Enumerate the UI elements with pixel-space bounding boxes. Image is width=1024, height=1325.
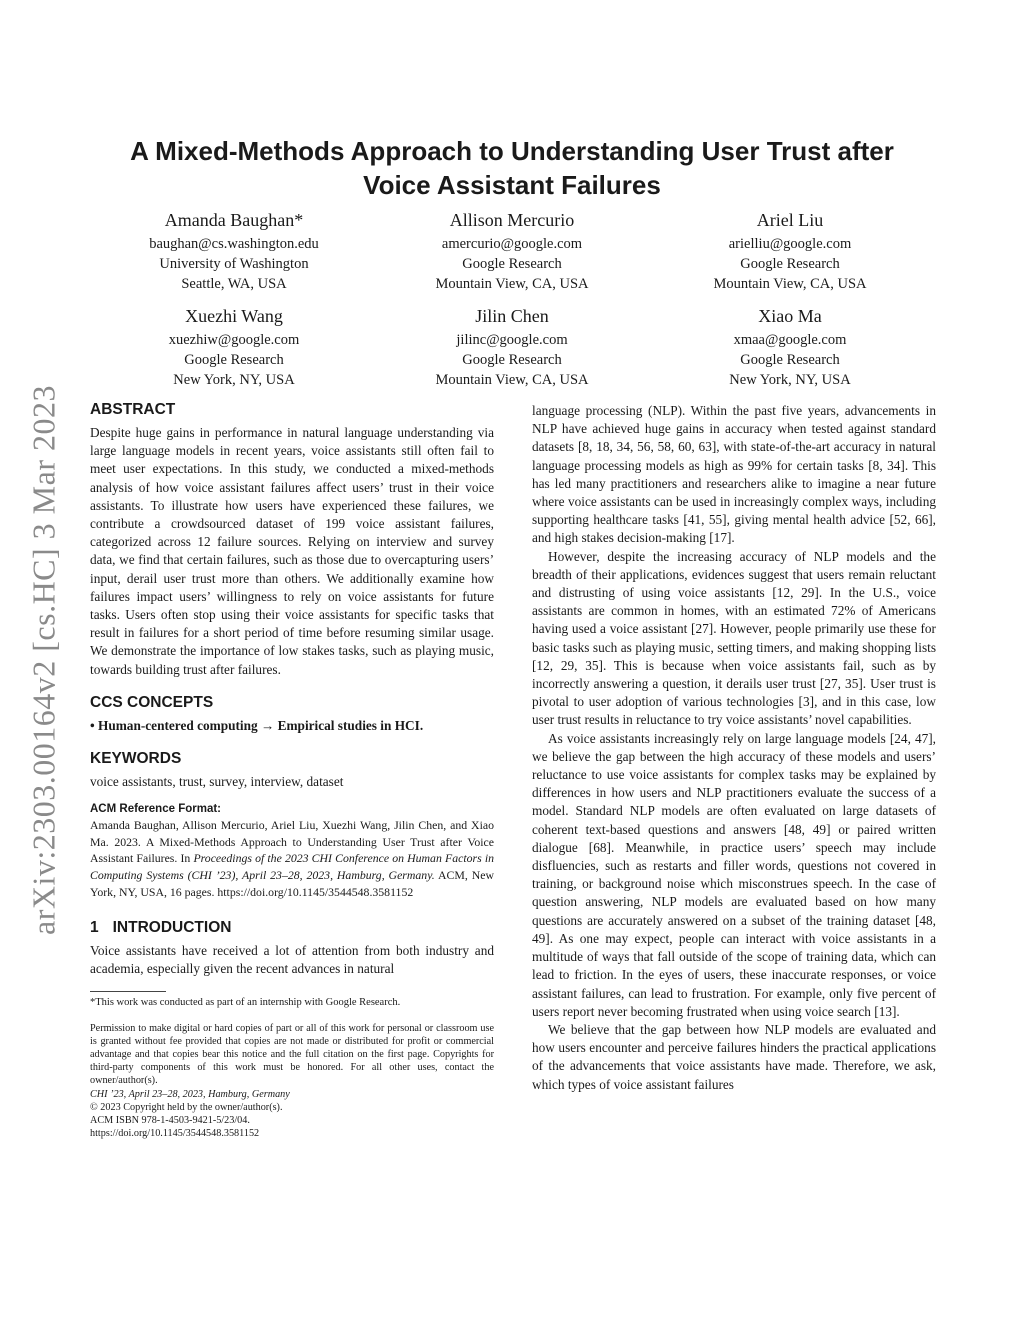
author-location: New York, NY, USA	[729, 372, 851, 388]
author-block	[95, 208, 373, 294]
keywords-text: voice assistants, trust, survey, interview, dataset	[90, 774, 344, 790]
arxiv-identifier: arXiv:2303.00164v2 [cs.HC] 3 Mar 2023	[25, 385, 62, 935]
author-email[interactable]: baughan@cs.washington.edu	[149, 236, 319, 252]
doi-link[interactable]: https://doi.org/10.1145/3544548.3581152	[90, 1128, 260, 1140]
author-location: New York, NY, USA	[173, 372, 295, 388]
section-title: INTRODUCTION	[112, 919, 232, 937]
introduction-heading	[90, 918, 494, 938]
author-location: Mountain View, CA, USA	[435, 276, 589, 292]
ccs-heading: CCS CONCEPTS	[90, 693, 214, 711]
intro-paragraph-2: However, despite the increasing accuracy of NLP models and the breadth of their applications, evidences suggest that users remain reluctant and distrusting of using voice assistants [12, 29]. In the U.S., voice assistants are common in homes, with an estimated 72% of Americans having used a voice assistant [27]. However, people primarily use these for basic tasks such as playing music, setting timers, and making shopping lists [12, 29, 35]. This is because when voice assistants fail, such as by incorrectly answering a question, it derails user trust [27, 35]. User trust is pivotal to user adoption of various technologies [3], and in this case, low user trust results in reluctance to try voice assistants’ novel capabilities.	[532, 548, 936, 728]
author-email[interactable]: xuezhiw@google.com	[168, 332, 300, 348]
right-column	[532, 402, 936, 1094]
title-line-1: A Mixed-Methods Approach to Understanding User Trust after	[130, 136, 894, 166]
author-block	[373, 304, 651, 390]
abstract-text: Despite huge gains in performance in natural language understanding via large language models in recent years, voice assistants still often fail to meet user expectations. In this study, we conducted a mixed-methods analysis of how voice assistant failures affect users’ trust in their voice assistants. To illustrate how users have experienced these failures, we contribute a crowdsourced dataset of 199 voice assistant failures, categorized across 12 failure sources. Relying on interview and survey data, we find that certain failures, such as those due to overcapturing users’ input, derail user trust more than others. We additionally examine how failures impact users’ willingness to rely on voice assistants for future tasks. Users often stop using their voice assistants for specific tasks that result in failures for a short period of time before resuming similar usage. We demonstrate the importance of low stakes tasks, such as playing music, towards building trust after failures.	[90, 425, 494, 677]
author-email[interactable]: arielliu@google.com	[728, 236, 852, 252]
acm-reference	[90, 817, 494, 900]
author-email[interactable]: amercurio@google.com	[441, 236, 583, 252]
author-block	[651, 208, 929, 294]
author-location: Seattle, WA, USA	[181, 276, 287, 292]
author-affiliation: Google Research	[740, 256, 840, 272]
acm-ref-doi[interactable]: ACM, New York, NY, USA, 16 pages. https://doi.org/10.1145/3544548.3581152	[90, 868, 494, 899]
ccs-concepts: • Human-centered computing → Empirical studies in HCI.	[90, 717, 424, 733]
authors-row-1	[95, 208, 929, 294]
author-block	[651, 304, 929, 390]
left-column	[90, 400, 494, 1140]
title-line-2: Voice Assistant Failures	[363, 170, 661, 200]
intro-paragraph-1: Voice assistants have received a lot of attention from both industry and academia, especially given the recent advances in natural	[90, 943, 494, 977]
author-location: Mountain View, CA, USA	[435, 372, 589, 388]
author-name: Xiao Ma	[758, 306, 822, 326]
author-name: Jilin Chen	[475, 306, 549, 326]
conference-info: CHI ’23, April 23–28, 2023, Hamburg, Germany	[90, 1088, 290, 1100]
intro-paragraph-3: As voice assistants increasingly rely on large language models [24, 47], we believe the gap between the high accuracy of these models and users’ reluctance to use voice assistants for complex tasks may be explained by differences in how users and NLP practitioners evaluate the success of a model. Standard NLP models are often evaluated on large datasets of coherent text-based questions and answers [48, 49] or paired written dialogue [68]. Meanwhile, in practice users’ speech may include disfluencies, such as restarts and filler words, questions not covered in training, or background noise which misconstrues speech. In the case of question answering, NLP models are evaluated based on how many questions are accurately answered on a subset of the training dataset [48, 49]. As one may expect, people can interact with voice assistants in a multitude of ways that fall outside of the scope of training data, which can lead to friction. In the eyes of users, these inaccurate responses, or voice assistant failures, can lead to frustration. For example, only five percent of users report never becoming frustrated when using voice search [13].	[532, 730, 936, 1019]
permission-block	[90, 1022, 494, 1141]
acm-ref-proceedings: Proceedings of the 2023 CHI Conference on Human Factors in Computing Systems (CHI ’23), April 23–28, 2023, Hamburg, Germany.	[90, 851, 494, 883]
acm-ref-heading: ACM Reference Format:	[90, 803, 221, 816]
author-affiliation: University of Washington	[159, 256, 309, 272]
author-name: Xuezhi Wang	[185, 306, 283, 326]
author-affiliation: Google Research	[462, 256, 562, 272]
isbn: ACM ISBN 978-1-4503-9421-5/23/04.	[90, 1115, 250, 1127]
paper-title	[90, 134, 934, 202]
footnote-divider	[90, 991, 166, 992]
author-location: Mountain View, CA, USA	[713, 276, 867, 292]
permission-text: Permission to make digital or hard copies of part or all of this work for personal or classroom use is granted without fee provided that copies are not made or distributed for profit or commercial advantage and that copies bear this notice and the full citation on the first page. Copyrights for third-party components of this work must be honored. For all other uses, contact the owner/author(s).	[90, 1022, 494, 1087]
internship-footnote: *This work was conducted as part of an internship with Google Research.	[90, 996, 401, 1008]
author-name: Ariel Liu	[756, 210, 824, 230]
acm-ref-text: Amanda Baughan, Allison Mercurio, Ariel Liu, Xuezhi Wang, Jilin Chen, and Xiao Ma. 2023. A Mixed-Methods Approach to Understanding User Trust after Voice Assistant Failures. In	[90, 818, 494, 866]
author-affiliation: Google Research	[740, 352, 840, 368]
keywords-heading: KEYWORDS	[90, 750, 182, 768]
abstract-heading: ABSTRACT	[90, 401, 176, 418]
author-block	[95, 304, 373, 390]
author-email[interactable]: jilinc@google.com	[456, 332, 568, 348]
author-email[interactable]: xmaa@google.com	[733, 332, 847, 348]
copyright-notice: © 2023 Copyright held by the owner/author(s).	[90, 1101, 283, 1113]
author-affiliation: Google Research	[184, 352, 284, 368]
section-number: 1	[90, 919, 99, 937]
author-name: Amanda Baughan*	[164, 210, 304, 230]
author-name: Allison Mercurio	[449, 210, 575, 230]
author-affiliation: Google Research	[462, 352, 562, 368]
intro-paragraph-4: We believe that the gap between how NLP models are evaluated and how users encounter and perceive failures hinders the practical applications of the advancements that voice assistants have made. Therefore, we ask, which types of voice assistant failures	[532, 1021, 936, 1092]
authors-row-2	[95, 304, 929, 390]
author-block	[373, 208, 651, 294]
intro-paragraph-1-cont: language processing (NLP). Within the past five years, advancements in NLP have achieved huge gains in accuracy when tested against standard datasets [8, 18, 34, 56, 58, 60, 63], with state-of-the-art accuracy in natural language processing models as high as 99% for certain tasks [8, 34]. This has led many practitioners and researchers alike to imagine a near future where voice assistants can be used in increasingly complex ways, including supporting healthcare tasks [41, 55], giving mental health advice [52, 66], and high stakes decision-making [17].	[532, 403, 936, 546]
